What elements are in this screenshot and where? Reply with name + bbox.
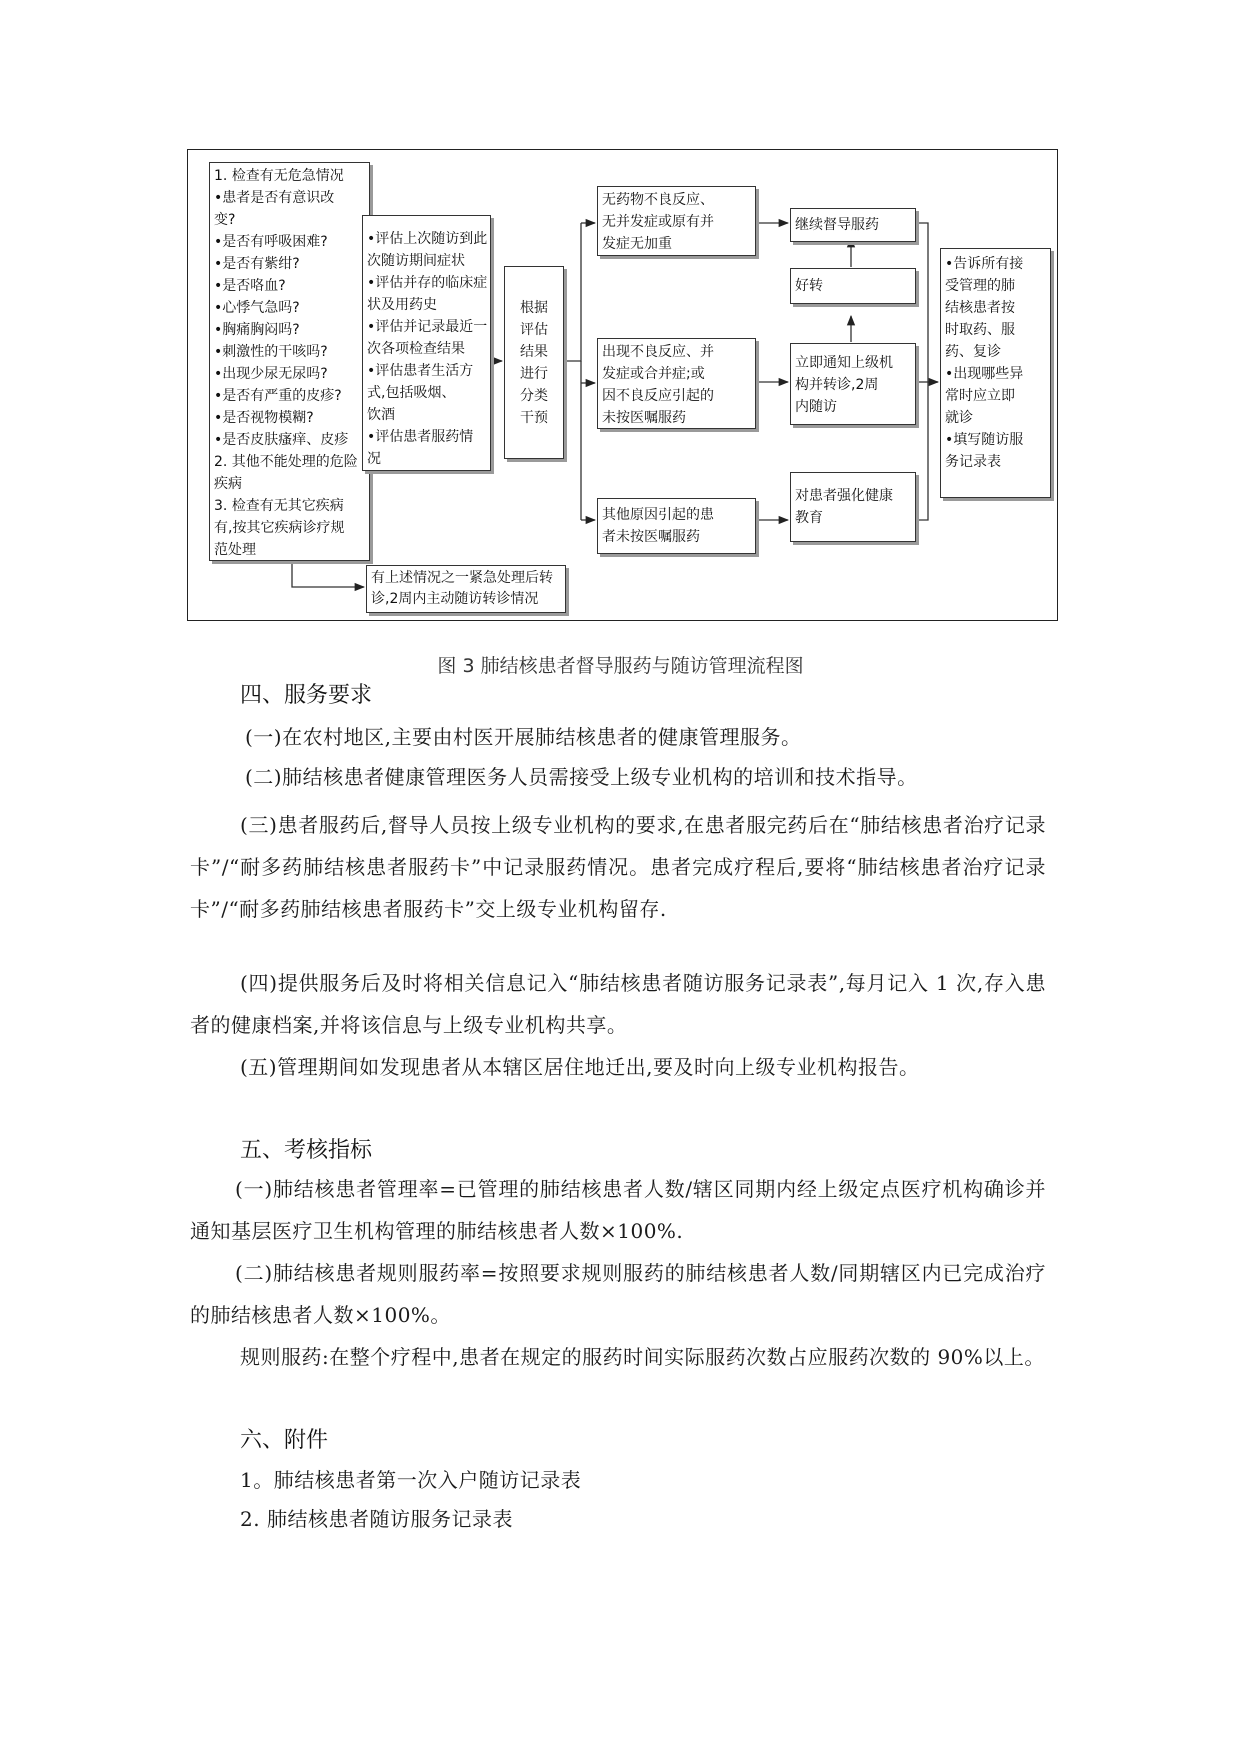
emergency-box-line: 诊,2周内主动随访转诊情况: [371, 591, 539, 607]
tell-box-line: 就诊: [945, 410, 973, 426]
check-box-line: 疾病: [214, 476, 242, 492]
classify-box-line: 结果: [520, 343, 548, 360]
other-reason-box-line: 其他原因引起的患: [602, 507, 714, 523]
no-reaction-box-line: 无药物不良反应、: [602, 192, 714, 208]
arrow-classify-branches: [564, 223, 581, 361]
check-box-line: •出现少尿无尿吗?: [214, 366, 328, 382]
check-box-line: 变?: [214, 212, 236, 228]
continue-box: [790, 208, 916, 242]
check-box-line: •胸痛胸闷吗?: [214, 322, 300, 338]
check-box-line: •是否有呼吸困难?: [214, 234, 328, 250]
section5-heading: 五、考核指标: [240, 1138, 373, 1163]
no-reaction-box-line: 发症无加重: [602, 236, 672, 252]
section4-item-2: (二)肺结核患者健康管理医务人员需接受上级专业机构的培训和技术指导。: [245, 765, 918, 789]
check-box-line: 范处理: [214, 542, 256, 558]
section6-heading: 六、附件: [240, 1428, 329, 1453]
classify-box-line: 分类: [520, 387, 548, 404]
section5-item-3: 规则服药:在整个疗程中,患者在规定的服药时间实际服药次数占应服药次数的 90%以上。: [240, 1345, 1045, 1369]
classify-box: [504, 266, 564, 459]
notify-box-line: 构并转诊,2周: [795, 377, 879, 393]
education-box: [790, 472, 916, 542]
arrow-check-to-emergency: [292, 561, 364, 587]
check-box-line: •是否有紫绀?: [214, 256, 300, 272]
check-box-line: •是否咯血?: [214, 278, 286, 294]
section4-item-1: (一)在农村地区,主要由村医开展肺结核患者的健康管理服务。: [245, 725, 802, 749]
continue-box-line: 继续督导服药: [795, 217, 879, 233]
assess-box-line: 次随访期间症状: [367, 253, 465, 269]
classify-box-line: 干预: [520, 409, 548, 426]
reaction-box-line: 因不良反应引起的: [602, 388, 714, 404]
notify-box: [790, 343, 916, 425]
tell-box-line: 时取药、服: [945, 322, 1015, 338]
section5-item-2: (二)肺结核患者规则服药率=按照要求规则服药的肺结核患者人数/同期辖区内已完成治疗的肺结核患者人数×100%。: [190, 1261, 1046, 1327]
assess-box-line: 次各项检查结果: [367, 341, 465, 357]
no-reaction-box-line: 无并发症或原有并: [602, 214, 714, 230]
tell-box-line: 受管理的肺: [945, 278, 1015, 294]
section5-item-1: (一)肺结核患者管理率=已管理的肺结核患者人数/辖区同期内经上级定点医疗机构确诊并通知基层医疗卫生机构管理的肺结核患者人数×100%.: [190, 1177, 1046, 1243]
tell-box-line: 结核患者按: [945, 300, 1015, 316]
assess-box-line: 状及用药史: [367, 297, 437, 313]
notify-box-line: 内随访: [795, 399, 837, 415]
tell-box-line: •出现哪些异: [945, 366, 1024, 382]
check-box-line: •心悸气急吗?: [214, 300, 300, 316]
assess-box-line: 况: [367, 451, 381, 467]
check-box-line: 1. 检查有无危急情况: [214, 168, 344, 184]
assess-box-line: •评估并记录最近一: [367, 319, 488, 335]
attachment-item-2: 2. 肺结核患者随访服务记录表: [240, 1507, 513, 1531]
classify-box-line: 进行: [520, 365, 548, 382]
tell-box-line: 药、复诊: [945, 344, 1001, 360]
reaction-box-line: 发症或合并症;或: [602, 366, 705, 382]
tell-box: [940, 248, 1051, 498]
check-box-line: •是否有严重的皮疹?: [214, 388, 342, 404]
education-box-line: 对患者强化健康: [795, 488, 893, 504]
check-box-line: •是否视物模糊?: [214, 410, 314, 426]
section4-heading: 四、服务要求: [240, 683, 373, 708]
assess-box-line: •评估上次随访到此: [367, 231, 488, 247]
classify-box-line: 评估: [520, 321, 548, 338]
arrow-collector: [916, 223, 928, 520]
education-box-line: 教育: [795, 510, 823, 526]
section4-item-4: (四)提供服务后及时将相关信息记入“肺结核患者随访服务记录表”,每月记入 1 次,存入患者的健康档案,并将该信息与上级专业机构共享。: [190, 971, 1046, 1037]
notify-box-line: 立即通知上级机: [795, 355, 893, 371]
flowchart: [187, 149, 1058, 621]
other-reason-box: [597, 498, 756, 554]
assess-box-line: 式,包括吸烟、: [367, 385, 456, 401]
check-box-line: 2. 其他不能处理的危险: [214, 454, 358, 470]
tell-box-line: 务记录表: [945, 454, 1001, 470]
improve-box: [790, 268, 916, 304]
figure-caption: 图 3 肺结核患者督导服药与随访管理流程图: [437, 655, 804, 677]
assess-box: [362, 215, 491, 471]
section4-item-3: (三)患者服药后,督导人员按上级专业机构的要求,在患者服完药后在“肺结核患者治疗记录卡”/“耐多药肺结核患者服药卡”中记录服药情况。患者完成疗程后,要将“肺结核患者治疗记录卡”/“耐多药肺结核患者服药卡”交上级专业机构留存.: [190, 813, 1046, 921]
no-reaction-box: [597, 186, 756, 256]
improve-box-line: 好转: [795, 278, 823, 294]
tell-box-line: •填写随访服: [945, 432, 1024, 448]
emergency-box-line: 有上述情况之一紧急处理后转: [371, 570, 553, 586]
tell-box-line: 常时应立即: [945, 388, 1015, 404]
attachment-item-1: 1。肺结核患者第一次入户随访记录表: [240, 1468, 582, 1492]
assess-box-line: 饮酒: [367, 407, 395, 423]
reaction-box: [597, 338, 756, 429]
check-box: [209, 162, 370, 561]
check-box-line: •刺激性的干咳吗?: [214, 344, 328, 360]
check-box-line: •是否皮肤瘙痒、皮疹: [214, 432, 349, 448]
check-box-line: 有,按其它疾病诊疗规: [214, 520, 345, 536]
section4-item-5: (五)管理期间如发现患者从本辖区居住地迁出,要及时向上级专业机构报告。: [240, 1055, 920, 1079]
other-reason-box-line: 者未按医嘱服药: [602, 529, 700, 545]
emergency-box: [366, 565, 566, 613]
reaction-box-line: 出现不良反应、并: [602, 344, 714, 360]
assess-box-line: •评估患者生活方: [367, 363, 474, 379]
check-box-line: 3. 检查有无其它疾病: [214, 498, 344, 514]
check-box-line: •患者是否有意识改: [214, 190, 335, 206]
tell-box-line: •告诉所有接: [945, 256, 1024, 272]
reaction-box-line: 未按医嘱服药: [602, 410, 686, 426]
assess-box-line: •评估并存的临床症: [367, 275, 488, 291]
assess-box-line: •评估患者服药情: [367, 429, 474, 445]
classify-box-line: 根据: [520, 299, 548, 316]
